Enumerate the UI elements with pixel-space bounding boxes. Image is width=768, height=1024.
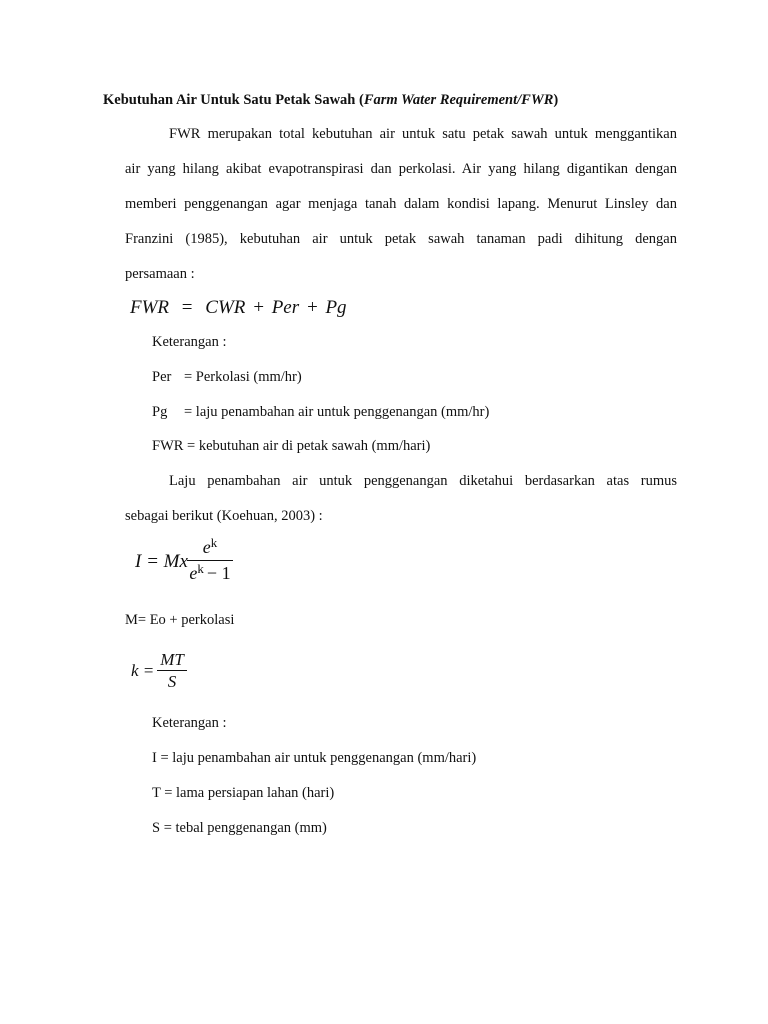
legend1-text: FWR = kebutuhan air di petak sawah (mm/hari) [152,438,431,454]
equation-fwr-lhs: FWR [130,297,170,318]
legend1-heading: Keterangan : [152,334,227,350]
legend2-item: T = lama persiapan lahan (hari) [152,785,335,801]
heading-suffix: ) [553,92,559,108]
equation-i-den-base: e [189,563,198,583]
heading-prefix: Kebutuhan Air Untuk Satu Petak Sawah ( [103,92,364,108]
legend1-text: = Perkolasi (mm/hr) [184,369,302,385]
equation-i-denominator [189,561,230,587]
equation-i-lhs: I = Mx [135,551,188,572]
equation-fwr-rhs: CWR + Per + Pg [205,297,347,318]
legend2-heading: Keterangan : [152,715,227,731]
legend1-text: = laju penambahan air untuk penggenangan (mm/hr) [184,404,490,420]
m-definition: M= Eo + perkolasi [125,612,235,628]
heading-italic: Farm Water Requirement/FWR [363,92,554,108]
paragraph2-line: Laju penambahan air untuk penggenangan diketahui berdasarkan atas rumus [169,473,677,489]
legend2-item: S = tebal penggenangan (mm) [152,820,327,836]
equation-i-num-exp: k [210,535,218,550]
paragraph1-line: FWR merupakan total kebutuhan air untuk satu petak sawah untuk menggantikan [169,126,677,142]
paragraph1-line: Franzini (1985), kebutuhan air untuk petak sawah tanaman padi dihitung dengan [125,231,677,247]
equation-i-numerator [203,536,218,560]
equation-k-fraction [157,650,187,693]
equation-i-fraction [187,536,233,587]
legend1-item [152,403,489,421]
equation-i-den-tail: − 1 [206,563,231,583]
legend1-item [152,368,302,386]
legend2-item: I = laju penambahan air untuk penggenangan (mm/hari) [152,750,477,766]
legend1-item [152,437,430,455]
equation-i-den-exp: k [197,561,204,576]
section-heading [103,91,558,109]
equation-k-numerator: MT [160,650,184,669]
paragraph1-line: memberi penggenangan agar menjaga tanah dalam kondisi lapang. Menurut Linsley dan [125,196,677,212]
equation-fwr-equals: = [181,297,193,318]
equation-k-denominator: S [167,672,177,691]
paragraph1-line: persamaan : [125,266,195,282]
legend1-key: Per [152,369,172,385]
equation-fwr [130,297,347,319]
equation-i-num-base: e [202,537,211,557]
paragraph1-line: air yang hilang akibat evapotranspirasi dan perkolasi. Air yang hilang digantikan dengan [125,161,677,177]
paragraph2-line: sebagai berikut (Koehuan, 2003) : [125,508,323,524]
legend1-key: Pg [152,404,168,420]
equation-k-lhs: k = [131,661,155,680]
